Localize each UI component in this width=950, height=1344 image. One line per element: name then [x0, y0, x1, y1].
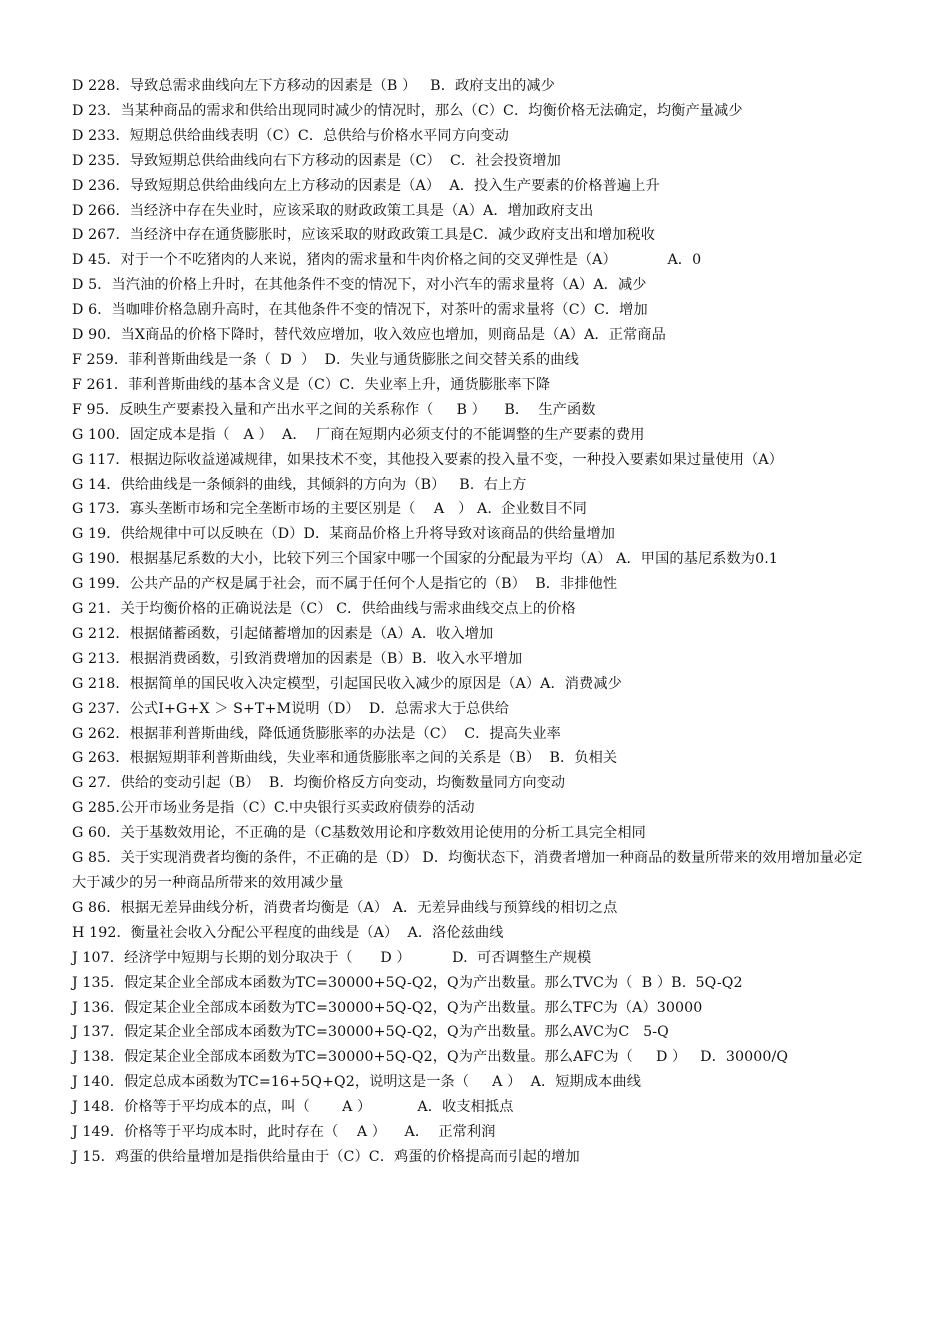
question-entry: G 19．供给规律中可以反映在（D）D．某商品价格上升将导致对该商品的供给量增加 — [72, 526, 616, 543]
question-entry: G 285.公开市场业务是指（C）C.中央银行买卖政府债券的活动 — [72, 800, 475, 817]
question-entry: H 192．衡量社会收入分配公平程度的曲线是（A） A．洛伦兹曲线 — [72, 924, 504, 941]
question-entry: D 267．当经济中存在通货膨胀时，应该采取的财政政策工具是C．减少政府支出和增加税收 — [72, 227, 656, 244]
question-entry: G 86．根据无差异曲线分析，消费者均衡是（A） A．无差异曲线与预算线的相切之点 — [72, 899, 618, 916]
question-entry: D 235．导致短期总供给曲线向右下方移动的因素是（C） C．社会投资增加 — [72, 152, 561, 169]
question-entry: G 212．根据储蓄函数，引起储蓄增加的因素是（A）A．收入增加 — [72, 625, 494, 642]
question-entry: D 90．当X商品的价格下降时，替代效应增加，收入效应也增加，则商品是（A）A．正常商品 — [72, 327, 666, 344]
question-entry: J 148．价格等于平均成本的点，叫（ A ） A．收支相抵点 — [72, 1099, 514, 1116]
question-entry: J 135．假定某企业全部成本函数为TC=30000+5Q-Q2，Q为产出数量。那么TVC为（ B ）B. 5Q-Q2 — [72, 974, 743, 991]
question-entry: G 14．供给曲线是一条倾斜的曲线，其倾斜的方向为（B） B. 右上方 — [72, 476, 527, 493]
question-entry: J 137．假定某企业全部成本函数为TC=30000+5Q-Q2，Q为产出数量。那么AVC为C 5-Q — [72, 1024, 669, 1041]
question-entry: D 6．当咖啡价格急剧升高时，在其他条件不变的情况下，对茶叶的需求量将（C）C．增加 — [72, 302, 648, 319]
question-entry: G 262．根据菲利普斯曲线，降低通货膨胀率的办法是（C） C．提高失业率 — [72, 725, 561, 742]
question-entry: G 27．供给的变动引起（B） B．均衡价格反方向变动，均衡数量同方向变动 — [72, 775, 566, 792]
question-entry: D 23．当某种商品的需求和供给出现同时减少的情况时，那么（C）C．均衡价格无法确定，均衡产量减少 — [72, 102, 743, 119]
question-entry: D 5．当汽油的价格上升时，在其他条件不变的情况下，对小汽车的需求量将（A）A．减少 — [72, 277, 647, 294]
question-entry: J 15．鸡蛋的供给量增加是指供给量由于（C）C．鸡蛋的价格提高而引起的增加 — [72, 1148, 580, 1165]
question-entry: G 117．根据边际收益递减规律，如果技术不变，其他投入要素的投入量不变，一种投入要素如果过量使用（A） — [72, 451, 783, 468]
question-entry: J 140．假定总成本函数为TC=16+5Q+Q2，说明这是一条（ A ） A．短期成本曲线 — [72, 1074, 641, 1091]
question-entry: D 236．导致短期总供给曲线向左上方移动的因素是（A） A．投入生产要素的价格普遍上升 — [72, 177, 660, 194]
question-entry: G 237．公式I+G+X ＞ S+T+M说明（D） D．总需求大于总供给 — [72, 700, 509, 717]
question-entry: G 218．根据简单的国民收入决定模型，引起国民收入减少的原因是（A）A．消费减少 — [72, 675, 622, 692]
question-entry: F 259．菲利普斯曲线是一条（ D ） D．失业与通货膨胀之间交替关系的曲线 — [72, 351, 579, 368]
question-entry: G 60．关于基数效用论，不正确的是（C基数效用论和序数效用论使用的分析工具完全相同 — [72, 825, 646, 842]
question-entry: J 138．假定某企业全部成本函数为TC=30000+5Q-Q2，Q为产出数量。那么AFC为（ D ） D．30000/Q — [72, 1049, 789, 1066]
question-entry: J 149．价格等于平均成本时，此时存在（ A ） A． 正常利润 — [72, 1124, 496, 1141]
question-entry: G 190．根据基尼系数的大小，比较下列三个国家中哪一个国家的分配最为平均（A） A．甲国的基尼系数为0.1 — [72, 551, 778, 568]
question-entry: F 261．菲利普斯曲线的基本含义是（C）C．失业率上升，通货膨胀率下降 — [72, 376, 551, 393]
question-entry: D 228．导致总需求曲线向左下方移动的因素是（B ） B．政府支出的减少 — [72, 78, 556, 94]
document-page — [72, 74, 872, 1170]
question-entry: G 263．根据短期菲利普斯曲线，失业率和通货膨胀率之间的关系是（B） B．负相关 — [72, 750, 618, 767]
question-entry: G 100．固定成本是指（ A ） A． 厂商在短期内必须支付的不能调整的生产要素的费用 — [72, 426, 645, 443]
question-entry: J 107．经济学中短期与长期的划分取决于（ D ） D. 可否调整生产规模 — [72, 949, 592, 966]
question-entry: G 199．公共产品的产权是属于社会，而不属于任何个人是指它的（B） B．非排他性 — [72, 576, 618, 593]
question-entry: D 266．当经济中存在失业时，应该采取的财政政策工具是（A）A．增加政府支出 — [72, 202, 594, 219]
question-entry: D 233．短期总供给曲线表明（C）C．总供给与价格水平同方向变动 — [72, 127, 509, 144]
question-entry: G 85．关于实现消费者均衡的条件，不正确的是（D） D．均衡状态下，消费者增加一种商品的数量所带来的效用增加量必定大于减少的另一种商品所带来的效用减少量 — [72, 850, 863, 891]
question-entry: D 45．对于一个不吃猪肉的人来说，猪肉的需求量和牛肉价格之间的交叉弹性是（A） A．0 — [72, 252, 702, 269]
question-entry: G 173．寡头垄断市场和完全垄断市场的主要区别是（ A ） A. 企业数目不同 — [72, 501, 587, 518]
question-entry: G 213．根据消费函数，引致消费增加的因素是（B）B．收入水平增加 — [72, 650, 523, 667]
question-entry: F 95．反映生产要素投入量和产出水平之间的关系称作（ B ） B． 生产函数 — [72, 401, 596, 418]
question-entry: J 136．假定某企业全部成本函数为TC=30000+5Q-Q2，Q为产出数量。那么TFC为（A）30000 — [72, 999, 703, 1016]
question-entry: G 21．关于均衡价格的正确说法是（C） C．供给曲线与需求曲线交点上的价格 — [72, 601, 576, 618]
